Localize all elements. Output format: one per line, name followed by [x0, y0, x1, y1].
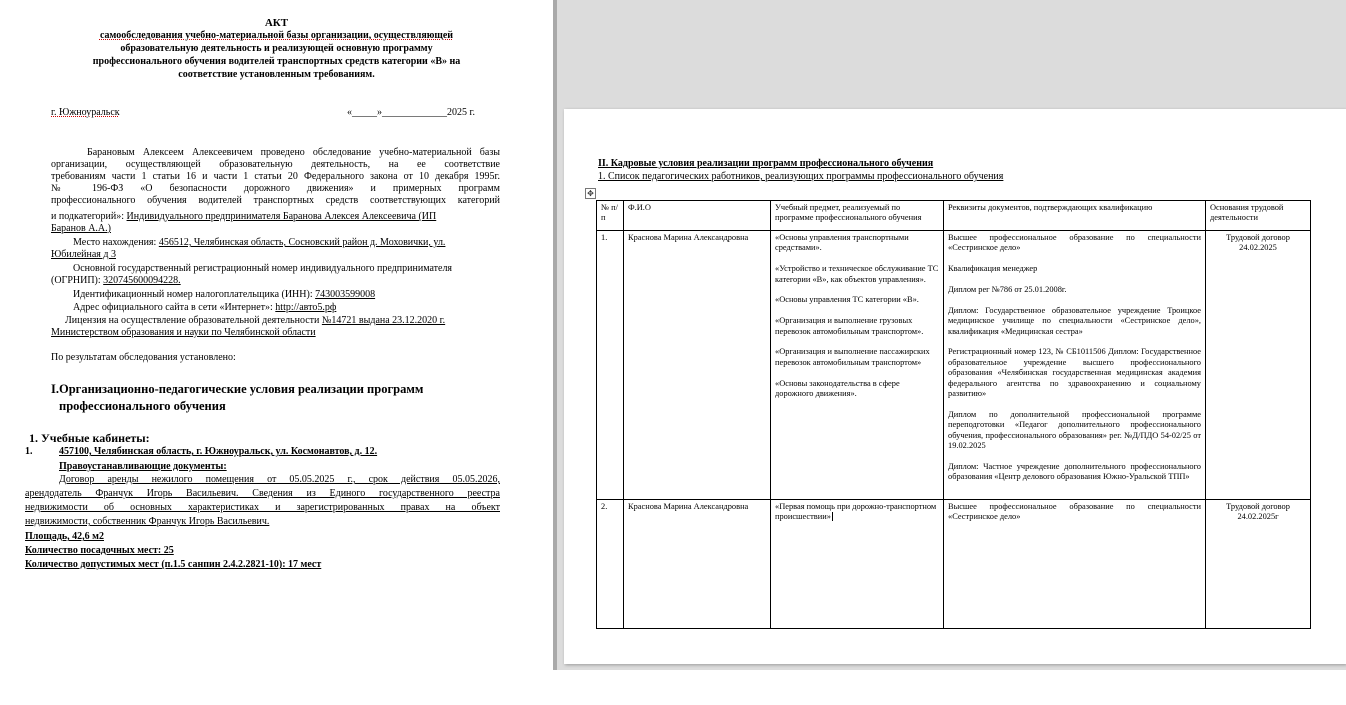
row-1-name[interactable]: Краснова Марина Александровна: [624, 231, 771, 500]
row-2-name[interactable]: Краснова Марина Александровна: [624, 500, 771, 629]
row-2-subjects[interactable]: [771, 500, 944, 629]
table-row: [597, 231, 1311, 500]
intro-line-5: профессионального обучения водителей транспортных средств соответствующих категорий: [51, 195, 500, 206]
row-2-num[interactable]: 2.: [597, 500, 624, 629]
qualification-item: Диплом по дополнительной профессиональной программе переподготовки «Педагог дополнительного профессионального обучения, профессионального образования» рег. №Д/ПДО 54-02/25 от 19.02.2025: [948, 409, 1201, 451]
seats: Количество посадочных мест: 25: [25, 545, 174, 556]
subject: «Основы управления транспортными средствами».: [775, 233, 909, 253]
text-cursor: [832, 512, 833, 521]
act-subtitle-line-3: профессионального обучения водителей транспортных средств категории «В» на: [92, 56, 461, 67]
row-1-num[interactable]: 1.: [597, 231, 624, 500]
act-date: «_____»_____________2025 г.: [347, 107, 475, 118]
subject: «Основы законодательства в сфере дорожного движения».: [775, 378, 900, 399]
qualification-item: Диплом: Частное учреждение дополнительного профессионального образования «Центр делового образования Южно-Уральской ТПП»: [948, 461, 1201, 482]
act-subtitle-line-2: образовательную деятельность и реализующей основную программу: [120, 43, 433, 54]
section-heading-1b: профессионального обучения: [59, 399, 226, 413]
inn-value: 743003599008: [315, 289, 376, 300]
staff-section-title: II. Кадровые условия реализации программ профессионального обучения: [598, 158, 934, 169]
subject: «Организация и выполнение пассажирских перевозок автомобильным транспортом»: [775, 347, 930, 367]
intro-line-3: требованиям части 1 статьи 16 и части 1 статьи 20 Федерального закона от 10 декабря 1995г.: [51, 171, 500, 182]
table-header-row: [597, 201, 1311, 231]
area: Площадь, 42,6 м2: [25, 531, 104, 542]
document-page-right: [564, 109, 1346, 664]
classroom-number: 1.: [25, 446, 33, 457]
intro-line-6: и подкатегорий»: Индивидуального предпринимателя Баранова Алексея Алексеевича (ИП: [51, 211, 437, 222]
address-line-2: Юбилейная д 3: [51, 249, 116, 260]
subject: «Устройство и техническое обслуживание ТС категории «В», как объектов управления».: [775, 264, 939, 284]
table-row: [597, 500, 1311, 629]
qualification-item: Высшее профессиональное образование по специальности «Сестринское дело»: [948, 233, 1201, 253]
ip-name: Индивидуального предпринимателя Баранова Алексея Алексеевича (ИП: [126, 211, 437, 222]
site-line: Адрес официального сайта в сети «Интернет»: http://авто5.рф: [73, 302, 337, 313]
city: г. Южноуральск: [51, 107, 120, 118]
workspace-divider: [553, 0, 557, 670]
section-heading-1: I.Организационно-педагогические условия реализации программ: [51, 382, 424, 396]
staff-subsection-title: 1. Список педагогических работников, реализующих программы профессионального обучения: [598, 171, 1004, 182]
docs-line-2: арендодатель Франчук Игорь Васильевич. Сведения из Единого государственного реестра: [25, 488, 500, 499]
ogrnip-label: Основной государственный регистрационный номер индивидуального предпринимателя: [73, 263, 453, 274]
table-move-handle-icon[interactable]: ✥: [585, 188, 596, 199]
inn-line: Идентификационный номер налогоплательщика (ИНН): 743003599008: [73, 289, 376, 300]
intro-line-2: организации, осуществляющей образовательную деятельность, на ее соответствие: [51, 159, 500, 170]
row-2-qualification[interactable]: [944, 500, 1206, 629]
document-page-left: [0, 0, 553, 705]
site-link[interactable]: http://авто5.рф: [275, 302, 337, 313]
results-intro: По результатам обследования установлено:: [51, 352, 236, 363]
intro-line-4: № 196-ФЗ «О безопасности дорожного движения» и примерных программ: [51, 183, 500, 194]
docs-line-1: Договор аренды нежилого помещения от 05.05.2025 г., срок действия 05.05.2026,: [59, 474, 500, 485]
act-subtitle-line-1: самообследования учебно-материальной базы организации, осуществляющей: [99, 30, 454, 41]
act-subtitle-line-4: соответствие установленным требованиям.: [178, 69, 375, 80]
qualification-item: Диплом рег №786 от 25.01.2008г.: [948, 285, 1067, 294]
allowed-seats: Количество допустимых мест (п.1.5 санпин 2.4.2.2821-10): 17 мест: [25, 559, 322, 570]
row-2-basis[interactable]: Трудовой договор 24.02.2025г: [1206, 500, 1311, 629]
qualification-item: Диплом: Государственное образовательное учреждение Троицкое медицинское училище по специальности «Сестринское дело», квалификация «Медицинская сестра»: [948, 305, 1201, 336]
docs-line-3: недвижимости об основных характеристиках и зарегистрированных правах на объект: [25, 502, 500, 513]
subject: «Основы управления ТС категории «В».: [775, 295, 919, 305]
license-issuer: Министерством образования и науки по Челябинской области: [51, 327, 316, 338]
header-num: № п/п: [597, 201, 624, 231]
address-line: Место нахождения: 456512, Челябинская область, Сосновский район д. Моховички, ул.: [73, 237, 446, 248]
header-subject: Учебный предмет, реализуемый по программе профессионального обучения: [771, 201, 944, 231]
docs-line-4: недвижимости, собственник Франчук Игорь Васильевич.: [25, 516, 270, 527]
intro-line-1: Барановым Алексеем Алексеевичем проведено обследование учебно-материальной базы: [87, 147, 500, 158]
subject: «Организация и выполнение грузовых перевозок автомобильным транспортом».: [775, 316, 924, 336]
ogrnip-line: (ОГРНИП): 320745600094228.: [51, 275, 181, 286]
license-number: №14721 выдана 23.12.2020 г.: [321, 315, 446, 326]
act-title: АКТ: [264, 17, 289, 29]
ogrnip-value: 320745600094228.: [103, 275, 181, 286]
header-basis: Основания трудовой деятельности: [1206, 201, 1311, 231]
docs-heading: Правоустанавливающие документы:: [59, 461, 227, 472]
qualification-item: Высшее профессиональное образование по специальности «Сестринское дело»: [948, 502, 1201, 522]
qualification-item: Квалификация менеджер: [948, 264, 1038, 274]
classroom-address: 457100, Челябинская область, г. Южноуральск, ул. Космонавтов, д. 12.: [59, 446, 378, 457]
qualification-item: Регистрационный номер 123, № СБ1011506 Диплом: Государственное образовательное учреждение высшего профессионального образования «Челябинская государственная медицинская академия федерального агентства по здравоохранению и социальному развитию»: [948, 347, 1201, 399]
license-line: Лицензия на осуществление образовательной деятельности №14721 выдана 23.12.2020 г.: [65, 315, 446, 326]
row-1-qualification[interactable]: [944, 231, 1206, 500]
ip-name-line-2: Баранов А.А.): [51, 223, 111, 234]
row-1-basis[interactable]: Трудовой договор 24.02.2025: [1206, 231, 1311, 500]
staff-table: [596, 200, 1311, 629]
classrooms-heading: 1. Учебные кабинеты:: [29, 431, 150, 445]
subject: «Первая помощь при дорожно-транспортном происшествии»: [775, 502, 937, 522]
address-value: 456512, Челябинская область, Сосновский район д. Моховички, ул.: [158, 237, 446, 248]
header-name: Ф.И.О: [624, 201, 771, 231]
row-1-subjects[interactable]: [771, 231, 944, 500]
header-qualification: Реквизиты документов, подтверждающих квалификацию: [944, 201, 1206, 231]
